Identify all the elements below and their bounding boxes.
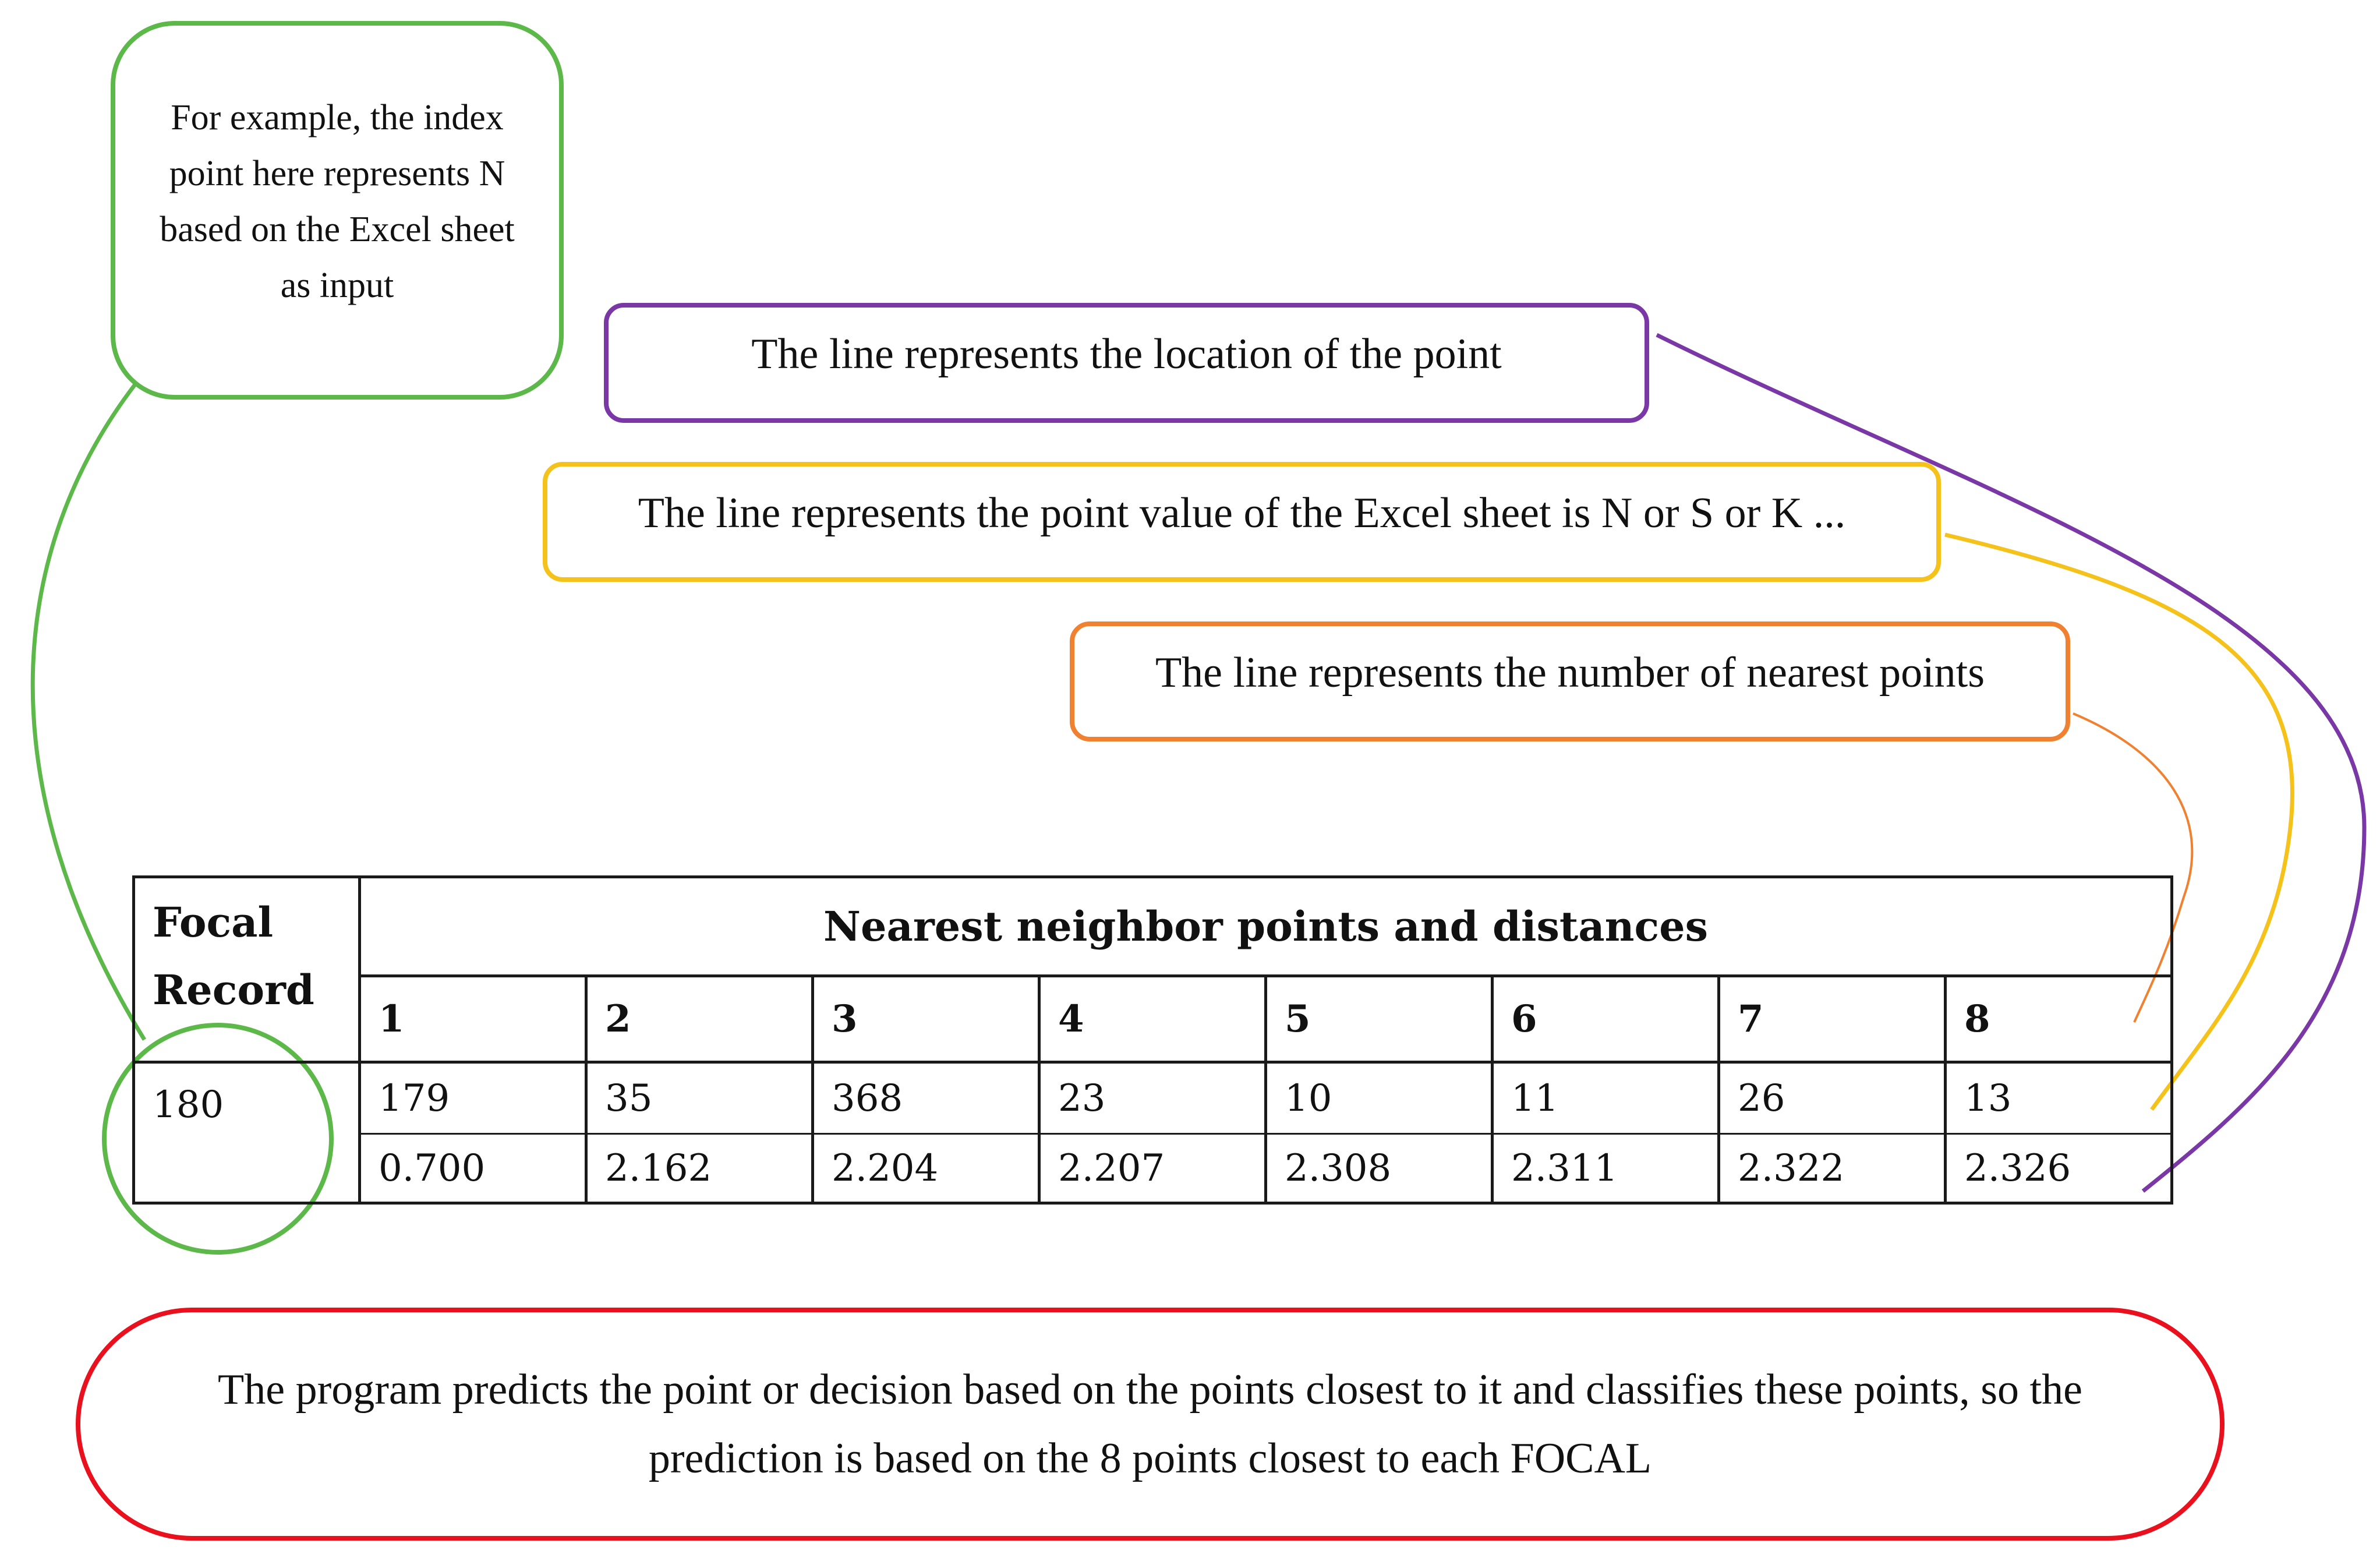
summary-callout-text: The program predicts the point or decision based on the points closest to it and classifies these points, so the prediction is based on the 8 points closest to each FOCAL: [218, 1366, 2082, 1482]
location-callout: [604, 303, 1649, 423]
column-header: 2: [586, 976, 813, 1062]
column-header: 5: [1266, 976, 1493, 1062]
neighbor-id-cell: 13: [1946, 1062, 2172, 1134]
point-value-callout: [543, 462, 1941, 582]
index-point-callout: [111, 21, 564, 400]
column-header: 1: [360, 976, 586, 1062]
neighbors-group-header: Nearest neighbor points and distances: [360, 877, 2172, 976]
nearest-neighbor-table: [132, 875, 2173, 1205]
neighbor-id-cell: 11: [1493, 1062, 1719, 1134]
nearest-count-callout-text: The line represents the number of nearest points: [1155, 648, 1985, 697]
neighbor-id-cell: 179: [360, 1062, 586, 1134]
neighbor-distance-cell: 2.204: [813, 1134, 1039, 1203]
neighbor-distance-cell: 0.700: [360, 1134, 586, 1203]
neighbor-distance-cell: 2.322: [1719, 1134, 1946, 1203]
neighbor-id-cell: 35: [586, 1062, 813, 1134]
focal-record-header: Focal Record: [134, 877, 360, 1062]
nearest-count-callout: [1070, 621, 2070, 741]
neighbor-id-cell: 10: [1266, 1062, 1493, 1134]
green-connector: [33, 384, 144, 1040]
location-callout-text: The line represents the location of the point: [751, 330, 1502, 378]
column-header: 8: [1946, 976, 2172, 1062]
index-point-callout-text: For example, the index point here represents N based on the Excel sheet as input: [160, 98, 515, 305]
neighbor-distance-cell: 2.207: [1039, 1134, 1266, 1203]
column-header: 6: [1493, 976, 1719, 1062]
column-header: 7: [1719, 976, 1946, 1062]
neighbor-distance-cell: 2.162: [586, 1134, 813, 1203]
neighbor-distance-cell: 2.308: [1266, 1134, 1493, 1203]
neighbor-distance-cell: 2.326: [1946, 1134, 2172, 1203]
focal-record-value: 180: [134, 1062, 360, 1203]
column-header: 4: [1039, 976, 1266, 1062]
neighbor-id-cell: 368: [813, 1062, 1039, 1134]
column-header: 3: [813, 976, 1039, 1062]
point-value-callout-text: The line represents the point value of the Excel sheet is N or S or K ...: [638, 489, 1846, 537]
neighbor-id-cell: 26: [1719, 1062, 1946, 1134]
neighbor-id-cell: 23: [1039, 1062, 1266, 1134]
summary-callout: [76, 1308, 2225, 1541]
neighbor-distance-cell: 2.311: [1493, 1134, 1719, 1203]
